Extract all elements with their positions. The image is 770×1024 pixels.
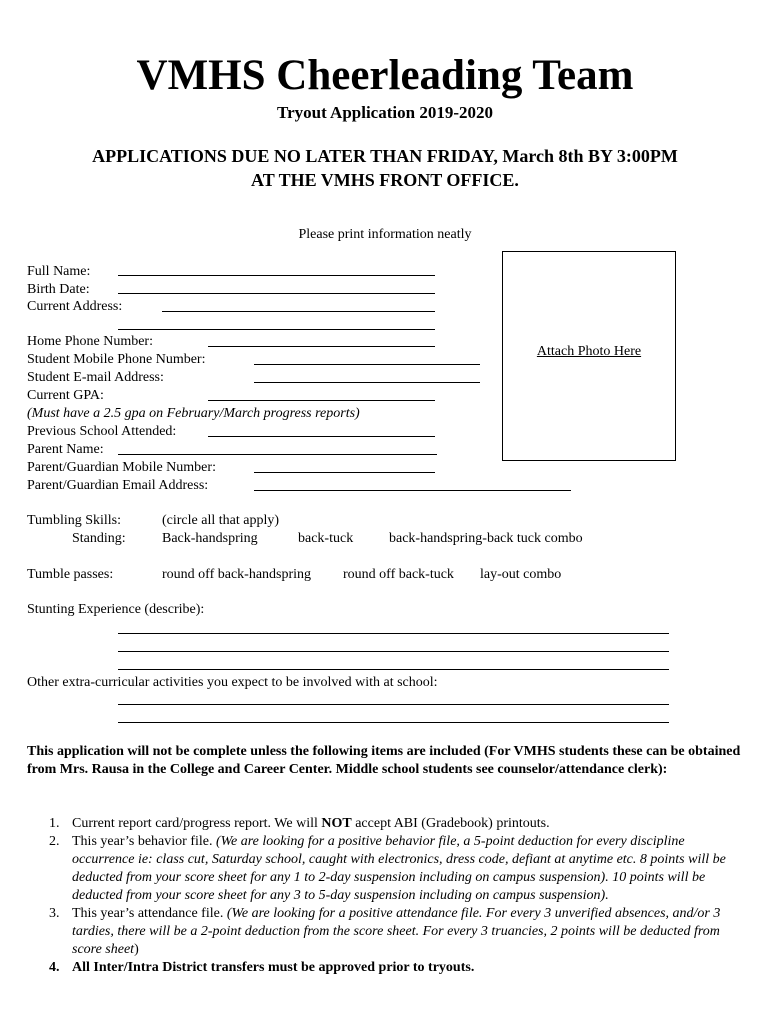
requirements-list xyxy=(27,815,743,977)
parent-mobile-line[interactable] xyxy=(254,472,435,473)
full-name-line[interactable] xyxy=(118,275,435,276)
circle-hint: (circle all that apply) xyxy=(162,513,279,528)
requirement-text-end: accept ABI (Gradebook) printouts. xyxy=(351,816,550,831)
current-address-line-2[interactable] xyxy=(118,329,435,330)
standing-option-back-tuck[interactable]: back-tuck xyxy=(298,531,354,546)
standing-option-combo[interactable]: back-handspring-back tuck combo xyxy=(389,531,583,546)
current-address-line-1[interactable] xyxy=(162,311,435,312)
requirements-intro: This application will not be complete unless the following items are included (For VMHS students these can be obtained from Mrs. Rausa in the College and Career Center. Middle school students see counselor/attendance clerk): xyxy=(27,744,741,777)
standing-label: Standing: xyxy=(72,531,126,546)
requirement-number: 1. xyxy=(49,816,60,831)
pass-option-round-off-back-handspring[interactable]: round off back-handspring xyxy=(162,567,312,582)
attach-photo-label: Attach Photo Here xyxy=(536,344,642,359)
requirement-details: (We are looking for a positive attendance file. For every 3 unverified absences, and/or 3 tardies, there will be a 2-point deduction from the score sheet. For every 3 truancies, 2 points will be deducted from score sheet xyxy=(72,906,721,957)
student-mobile-line[interactable] xyxy=(254,364,480,365)
requirement-item-4 xyxy=(27,959,743,977)
home-phone-label: Home Phone Number: xyxy=(27,334,153,349)
student-mobile-label: Student Mobile Phone Number: xyxy=(27,352,206,367)
parent-name-label: Parent Name: xyxy=(27,442,104,457)
extracurricular-line-2[interactable] xyxy=(118,722,669,723)
due-notice-line-2: AT THE VMHS FRONT OFFICE. xyxy=(251,170,519,190)
gpa-requirement-note: (Must have a 2.5 gpa on February/March progress reports) xyxy=(27,406,360,421)
due-notice-line-1: APPLICATIONS DUE NO LATER THAN FRIDAY, March 8th BY 3:00PM xyxy=(92,146,678,166)
requirement-text: This year’s attendance file. xyxy=(72,906,227,921)
pass-option-round-off-back-tuck[interactable]: round off back-tuck xyxy=(343,567,454,582)
requirement-text: This year’s behavior file. xyxy=(72,834,216,849)
stunting-experience-label: Stunting Experience (describe): xyxy=(27,602,205,617)
stunting-line-2[interactable] xyxy=(118,651,669,652)
requirement-details: (We are looking for a positive behavior file, a 5-point deduction for every discipline occurrence ie: class cut, Saturday school, caught with electronics, dress code, defiant at anytime etc. 8 points will be deducted from your score sheet for any 1 to 2-day suspension including on campus suspension). 10 points will be deducted from your score sheet for any 3 to 5-day suspension including on campus suspension). xyxy=(72,834,726,903)
student-email-line[interactable] xyxy=(254,382,480,383)
full-name-label: Full Name: xyxy=(27,264,91,279)
tumbling-skills-label: Tumbling Skills: xyxy=(27,513,122,528)
pass-option-lay-out-combo[interactable]: lay-out combo xyxy=(480,567,562,582)
requirement-item-1 xyxy=(27,815,743,833)
standing-option-back-handspring[interactable]: Back-handspring xyxy=(162,531,258,546)
current-gpa-line[interactable] xyxy=(208,400,435,401)
current-address-label: Current Address: xyxy=(27,299,123,314)
requirement-text-end: ) xyxy=(134,942,139,957)
requirement-number: 4. xyxy=(49,960,60,975)
requirement-item-2 xyxy=(27,833,743,905)
stunting-line-3[interactable] xyxy=(118,669,669,670)
requirement-text: Current report card/progress report. We will xyxy=(72,816,322,831)
home-phone-line[interactable] xyxy=(208,346,435,347)
page-title: VMHS Cheerleading Team xyxy=(136,52,634,99)
page-subtitle: Tryout Application 2019-2020 xyxy=(277,103,493,122)
current-gpa-label: Current GPA: xyxy=(27,388,104,403)
birth-date-label: Birth Date: xyxy=(27,282,90,297)
extracurricular-line-1[interactable] xyxy=(118,704,669,705)
print-neatly-note: Please print information neatly xyxy=(298,227,472,242)
parent-mobile-label: Parent/Guardian Mobile Number: xyxy=(27,460,216,475)
requirement-item-3 xyxy=(27,905,743,959)
student-email-label: Student E-mail Address: xyxy=(27,370,164,385)
previous-school-line[interactable] xyxy=(208,436,435,437)
requirement-text: All Inter/Intra District transfers must be approved prior to tryouts. xyxy=(72,960,475,975)
requirement-emphasis: NOT xyxy=(321,816,352,831)
birth-date-line[interactable] xyxy=(118,293,435,294)
stunting-line-1[interactable] xyxy=(118,633,669,634)
previous-school-label: Previous School Attended: xyxy=(27,424,177,439)
parent-email-line[interactable] xyxy=(254,490,571,491)
photo-box[interactable] xyxy=(502,251,676,461)
extracurricular-label: Other extra-curricular activities you expect to be involved with at school: xyxy=(27,675,438,690)
parent-email-label: Parent/Guardian Email Address: xyxy=(27,478,209,493)
requirement-number: 3. xyxy=(49,906,60,921)
requirement-number: 2. xyxy=(49,834,60,849)
parent-name-line[interactable] xyxy=(118,454,437,455)
tumble-passes-label: Tumble passes: xyxy=(27,567,114,582)
